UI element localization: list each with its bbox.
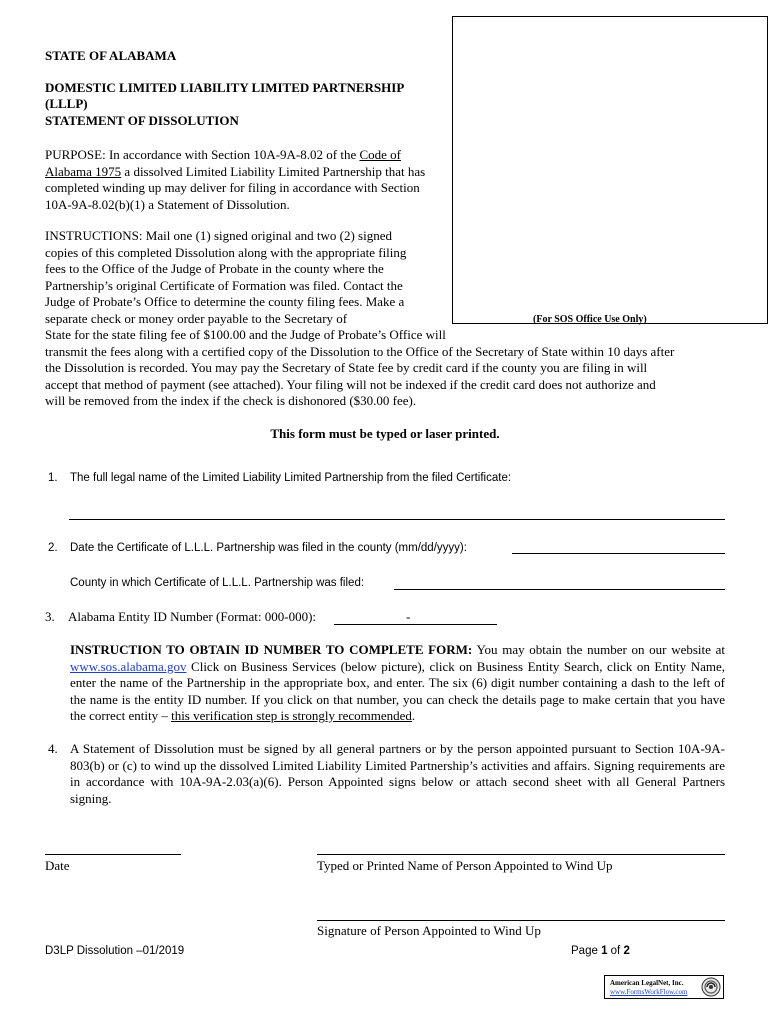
form-id: D3LP Dissolution –01/2019	[45, 945, 185, 957]
page-prefix: Page	[571, 945, 602, 957]
purpose-rest: a dissolved Limited Liability Limited Partnership that has completed winding up may deliver for filing in accordance with Section 10A-9A-8.02(b)(1) a Statement of Dissolution.	[45, 163, 426, 212]
instructions-line: transmit the fees along with a certified copy of the Dissolution to the Office of the Secretary of State within 10 days after	[45, 343, 675, 359]
instructions-narrow	[45, 228, 445, 327]
county-label: County in which Certificate of L.L.L. Partnership was filed:	[70, 577, 365, 589]
id-instruction-pre: You may obtain the number on our website at	[472, 642, 725, 657]
instructions-line: Partnership’s original Certificate of Formation was filed. Contact the	[45, 277, 403, 293]
llp-name-field[interactable]	[69, 519, 725, 520]
entity-id-field[interactable]	[334, 624, 497, 625]
printed-name-label: Typed or Printed Name of Person Appointed to Wind Up	[317, 858, 613, 873]
form-title-line2: (LLLP)	[45, 96, 88, 111]
item3-number: 3.	[45, 609, 55, 624]
page-total: 2	[623, 945, 630, 957]
sos-website-link[interactable]: www.sos.alabama.gov	[70, 658, 187, 674]
american-legalnet-logo	[604, 975, 724, 999]
date-field[interactable]	[45, 854, 181, 855]
sos-office-use-box	[452, 16, 768, 324]
form-title-line1: DOMESTIC LIMITED LIABILITY LIMITED PARTNERSHIP	[45, 80, 405, 95]
instructions-line: Judge of Probate’s Office to determine the county filing fees. Make a	[45, 294, 405, 309]
item1-number: 1.	[48, 472, 58, 484]
item4-text: A Statement of Dissolution must be signed by all general partners or by the person appointed pursuant to Section 10A-9A-803(b) or (c) to wind up the dissolved Limited Liability Limited Partnership’s activities and affairs. Signing requirements are in accordance with 10A-9A-2.03(a)(6). Person Appointed signs below or attach second sheet with all General Partners signing.	[70, 741, 725, 806]
purpose-paragraph	[45, 147, 437, 213]
page-number: 1	[601, 945, 608, 957]
purpose-lead: PURPOSE: In accordance with Section 10A-9A-8.02 of the	[45, 147, 360, 162]
id-instruction-lead: INSTRUCTION TO OBTAIN ID NUMBER TO COMPLETE FORM:	[70, 642, 473, 657]
item4-number: 4.	[48, 741, 58, 756]
verification-note: this verification step is strongly recommended	[171, 708, 412, 723]
id-instruction-end: .	[411, 708, 416, 723]
brand-url[interactable]: www.FormsWorkFlow.com	[610, 988, 688, 996]
item1-label: The full legal name of the Limited Liability Limited Partnership from the filed Certificate:	[70, 472, 512, 484]
county-field[interactable]	[394, 589, 725, 590]
instructions-line: accept that method of payment (see attached). Your filing will not be indexed if the credit card does not authorize and	[45, 376, 656, 392]
instructions-line: INSTRUCTIONS: Mail one (1) signed original and two (2) signed	[45, 228, 392, 243]
item2-number: 2.	[48, 542, 58, 554]
globe-icon	[701, 977, 721, 997]
state-heading: STATE OF ALABAMA	[45, 48, 177, 63]
instructions-line: fees to the Office of the Judge of Probate in the county where the	[45, 261, 384, 276]
id-instruction-paragraph	[70, 642, 725, 725]
entity-id-dash: -	[406, 609, 411, 624]
id-instruction-body: Click on Business Services (below picture), click on Business Entity Search, click on Entity Name, enter the name of the Partnership in the appropriate box, and enter. The six (6) digit number containing a dash to the left of the name is the entity ID number. If you click on that number, you can check the details page to make certain that you have the correct entity –	[70, 658, 725, 723]
sos-office-use-label: (For SOS Office Use Only)	[533, 314, 647, 325]
item3-label: Alabama Entity ID Number (Format: 000-000):	[68, 609, 317, 624]
printed-name-field[interactable]	[317, 854, 725, 855]
form-title-line3: STATEMENT OF DISSOLUTION	[45, 113, 239, 128]
brand-name: American LegalNet, Inc.	[610, 979, 684, 987]
filing-date-field[interactable]	[512, 553, 725, 554]
instructions-wide	[45, 327, 745, 410]
page-of: of	[607, 945, 624, 957]
instructions-line: copies of this completed Dissolution along with the appropriate filing	[45, 244, 407, 260]
typed-notice: This form must be typed or laser printed.	[270, 426, 500, 441]
signature-field[interactable]	[317, 920, 725, 921]
page-indicator	[571, 944, 630, 959]
signature-label: Signature of Person Appointed to Wind Up	[317, 923, 541, 938]
date-label: Date	[45, 858, 70, 873]
instructions-line: will be removed from the index if the check is dishonored ($30.00 fee).	[45, 393, 417, 408]
code-of-alabama-link[interactable]: Code of Alabama 1975	[45, 147, 402, 179]
instructions-line: separate check or money order payable to the Secretary of	[45, 310, 348, 326]
item2-label: Date the Certificate of L.L.L. Partnership was filed in the county (mm/dd/yyyy):	[70, 542, 467, 554]
instructions-line: State for the state filing fee of $100.00 and the Judge of Probate’s Office will	[45, 327, 446, 342]
instructions-line: the Dissolution is recorded. You may pay the Secretary of State fee by credit card if the county you are filing in will	[45, 360, 648, 375]
